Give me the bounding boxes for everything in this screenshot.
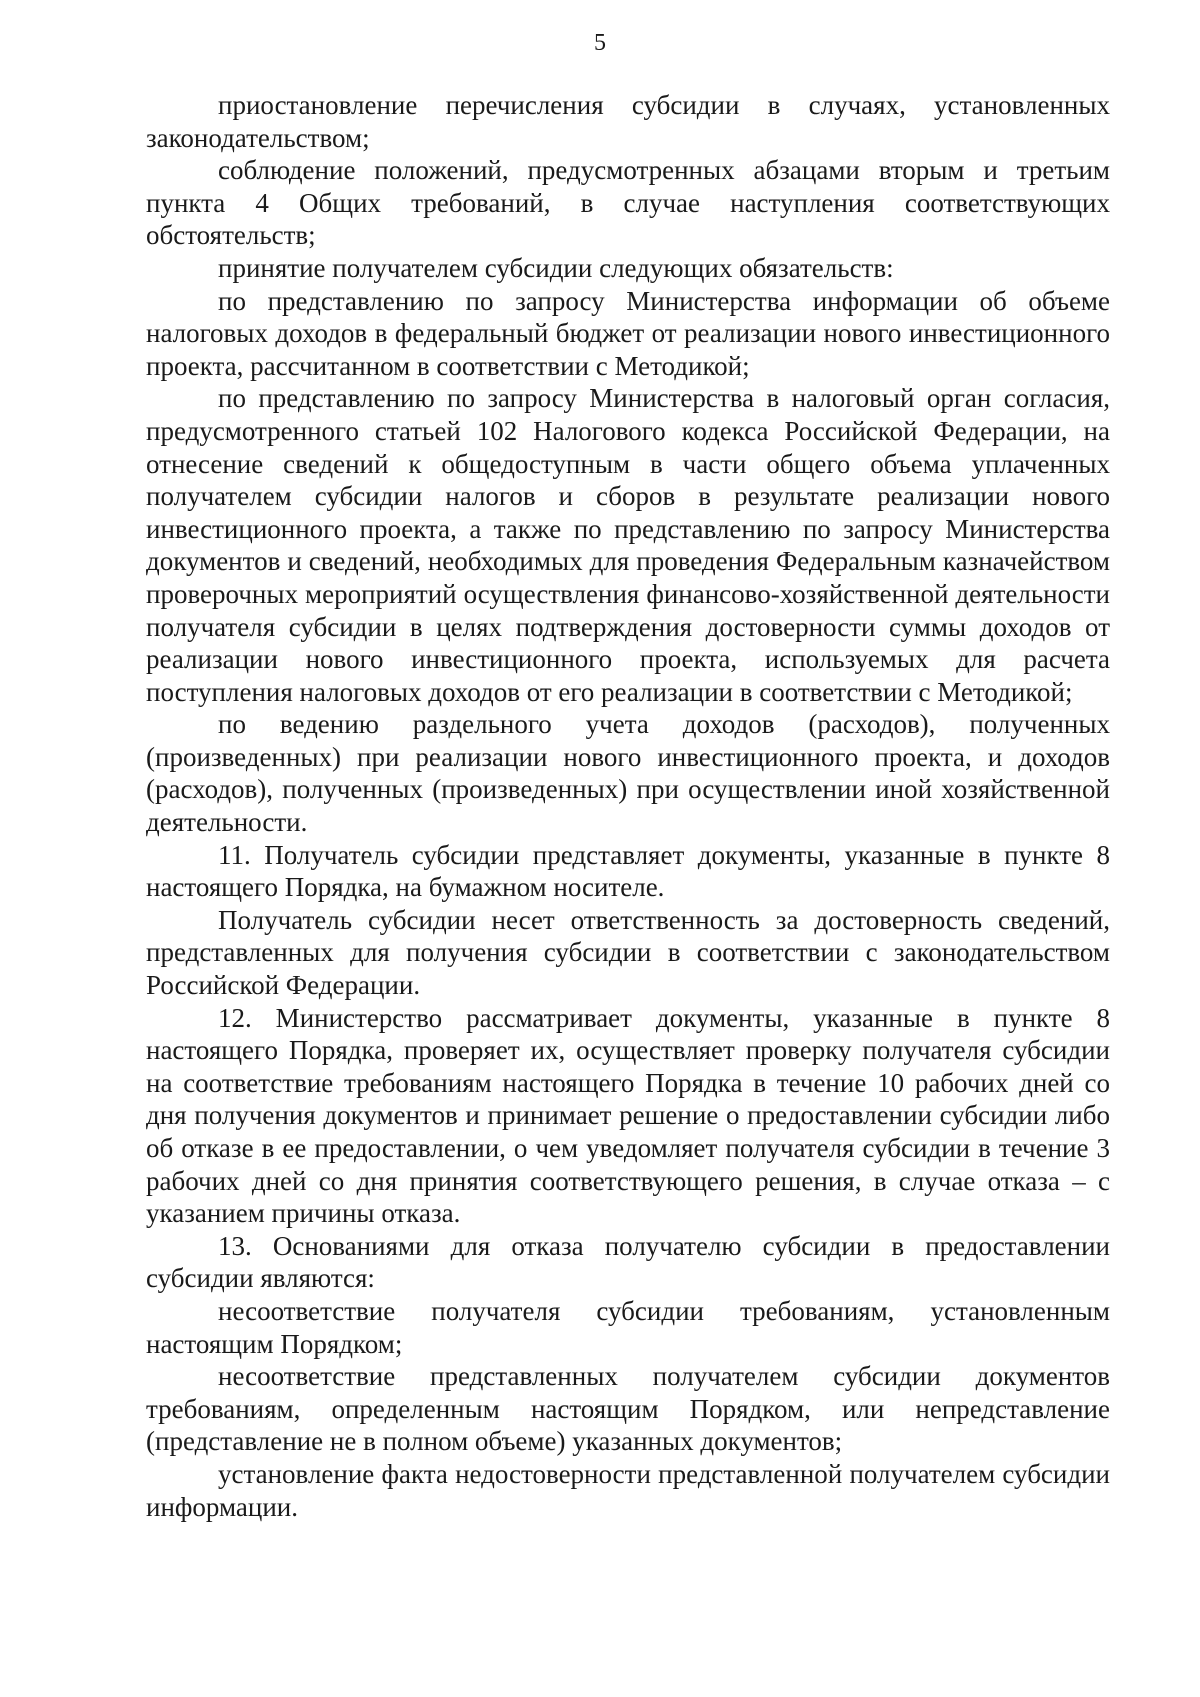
paragraph-suspension: приостановление перечисления субсидии в случаях, установленных законодательством; (146, 90, 1110, 153)
paragraph-clause-13: 13. Основаниями для отказа получателю субсидии в предоставлении субсидии являются: (146, 1230, 1110, 1294)
paragraph-tax-income-info: по представлению по запросу Министерства информации об объеме налоговых доходов в федеральный бюджет от реализации нового инвестиционного проекта, рассчитанном в соответствии с Методикой; (146, 285, 1110, 381)
paragraph-clause-11: 11. Получатель субсидии представляет документы, указанные в пункте 8 настоящего Порядка, на бумажном носителе. (146, 839, 1110, 903)
paragraph-tax-authority-consent: по представлению по запросу Министерства в налоговый орган согласия, предусмотренного статьей 102 Налогового кодекса Российской Федерации, на отнесение сведений к общедоступным в части общего объема уплаченных получателем субсидии налогов и сборов в результате реализации нового инвестиционного проекта, а также по представлению по запросу Министерства документов и сведений, необходимых для проведения Федеральным казначейством проверочных мероприятий осуществления финансово-хозяйственной деятельности получателя субсидии в целях подтверждения достоверности суммы доходов от реализации нового инвестиционного проекта, используемых для расчета поступления налоговых доходов от его реализации в соответствии с Методикой; (146, 383, 1110, 707)
paragraph-refusal-false-info: установление факта недостоверности представленной получателем субсидии информации. (146, 1458, 1110, 1522)
document-body (146, 89, 1110, 1523)
paragraph-refusal-documents: несоответствие представленных получателем субсидии документов требованиям, определенным настоящим Порядком, или непредставление (представление не в полном объеме) указанных документов; (146, 1361, 1110, 1457)
paragraph-obligations-intro: принятие получателем субсидии следующих обязательств: (218, 252, 894, 283)
paragraph-clause-12: 12. Министерство рассматривает документы, указанные в пункте 8 настоящего Порядка, проверяет их, осуществляет проверку получателя субсидии на соответствие требованиям настоящего Порядка в течение 10 рабочих дней со дня получения документов и принимает решение о предоставлении субсидии либо об отказе в ее предоставлении, о чем уведомляет получателя субсидии в течение 3 рабочих дней со дня принятия соответствующего решения, в случае отказа – с указанием причины отказа. (146, 1002, 1110, 1229)
paragraph-separate-accounting: по ведению раздельного учета доходов (расходов), полученных (произведенных) при реализации нового инвестиционного проекта, и доходов (расходов), полученных (произведенных) при осуществлении иной хозяйственной деятельности. (146, 709, 1110, 838)
page-number: 5 (594, 30, 606, 56)
paragraph-refusal-requirements: несоответствие получателя субсидии требованиям, установленным настоящим Порядком; (146, 1295, 1110, 1359)
paragraph-responsibility: Получатель субсидии несет ответственность за достоверность сведений, представленных для получения субсидии в соответствии с законодательством Российской Федерации. (146, 904, 1110, 1001)
paragraph-compliance: соблюдение положений, предусмотренных абзацами вторым и третьим пункта 4 Общих требований, в случае наступления соответствующих обстоятельств; (146, 155, 1110, 251)
